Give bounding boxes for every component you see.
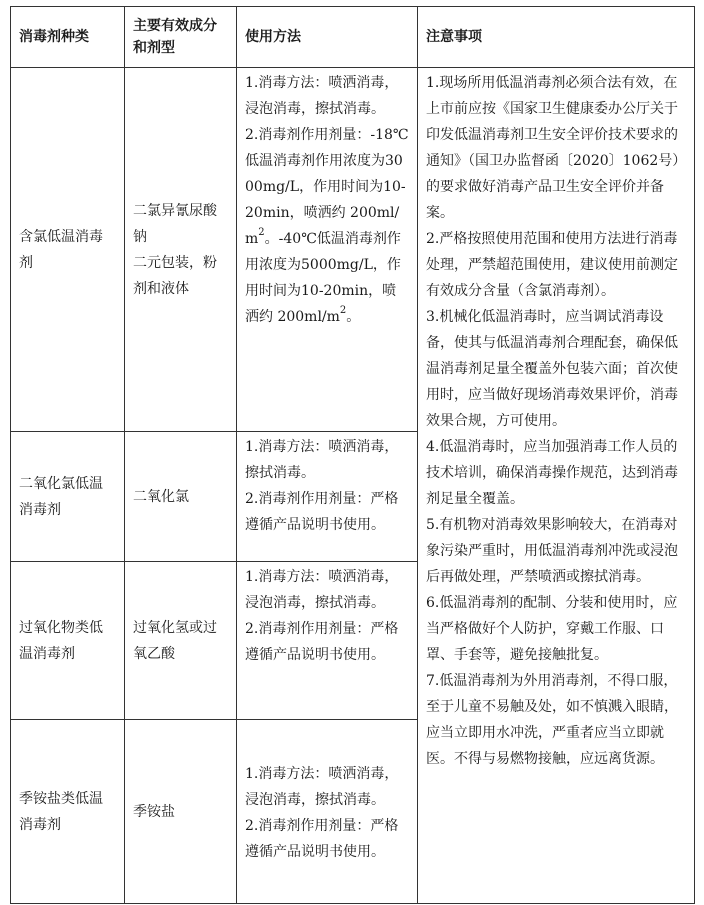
disinfectant-table (10, 6, 695, 904)
header-row (11, 7, 695, 68)
note-item: 6.低温消毒剂的配制、分装和使用时，应当严格做好个人防护，穿戴工作服、口罩、手套等，避免接触批复。 (426, 595, 678, 663)
ingredient-text: 过氧化氢或过氧乙酸 (133, 619, 217, 662)
ingredient-text: 二氯异氰尿酸钠 (133, 202, 217, 245)
method-text: 2.消毒剂作用剂量：严格遵循产品说明书使用。 (245, 817, 399, 860)
note-item: 7.低温消毒剂为外用消毒剂，不得口服，至于儿童不易触及处，如不慎溅入眼睛，应当立即用水冲洗，严重者应当立即就医。不得与易燃物接触，应远离货源。 (426, 673, 678, 767)
note-item: 2.严格按照使用范围和使用方法进行消毒处理，严禁超范围使用，建议使用前测定有效成分含量（含氯消毒剂）。 (426, 231, 678, 299)
note-item: 5.有机物对消毒效果影响较大，在消毒对象污染严重时，用低温消毒剂冲洗或浸泡后再做处理，严禁喷洒或擦拭消毒。 (426, 517, 678, 585)
superscript: 2 (339, 305, 347, 316)
method-cell (237, 562, 418, 720)
ingredient-cell (125, 720, 237, 904)
method-cell (237, 432, 418, 562)
ingredient-cell (125, 562, 237, 720)
method-text: 1.消毒方法：喷洒消毒，浸泡消毒，擦拭消毒。 (245, 75, 399, 117)
note-item: 3.机械化低温消毒时，应当调试消毒设备，使其与低温消毒剂合理配套，确保低温消毒剂足量全覆盖外包装六面；首次使用时，应当做好现场消毒效果评价，消毒效果合规，方可使用。 (426, 309, 678, 429)
method-text: 1.消毒方法：喷洒消毒，浸泡消毒，擦拭消毒。 (245, 765, 399, 808)
unit-text: 200ml/m (277, 309, 340, 325)
ingredient-text: 二元包装，粉剂和液体 (133, 254, 217, 297)
method-text: 2.消毒剂作用剂量：严格遵循产品说明书使用。 (245, 491, 399, 533)
note-item: 4.低温消毒时，应当加强消毒工作人员的技术培训，确保消毒操作规范，达到消毒剂足量全覆盖。 (426, 439, 678, 507)
method-text: 2.消毒剂作用剂量：-18℃低温消毒剂作用浓度为3000mg/L，作用时间为10-20min，喷洒约 (245, 127, 409, 221)
method-text: 。-40℃低温消毒剂作用浓度为5000mg/L，作用时间为10-20min，喷洒约 (245, 231, 401, 325)
type-cell: 含氯低温消毒剂 (11, 68, 125, 432)
type-cell: 季铵盐类低温消毒剂 (11, 720, 125, 904)
ingredient-cell (125, 432, 237, 562)
header-method: 使用方法 (237, 7, 418, 68)
superscript: 2 (258, 227, 265, 238)
ingredient-text: 二氧化氯 (133, 488, 189, 505)
method-text: 2.消毒剂作用剂量：严格遵循产品说明书使用。 (245, 621, 399, 663)
method-text: 1.消毒方法：喷洒消毒，擦拭消毒。 (245, 439, 399, 481)
table-row (11, 68, 695, 432)
ingredient-text: 季铵盐 (133, 803, 175, 820)
type-cell: 二氧化氯低温消毒剂 (11, 432, 125, 562)
method-cell (237, 720, 418, 904)
type-cell: 过氧化物类低温消毒剂 (11, 562, 125, 720)
note-item: 1.现场所用低温消毒剂必须合法有效，在上市前应按《国家卫生健康委办公厅关于印发低温消毒剂卫生安全评价技术要求的通知》（国卫办监督函〔2020〕1062号）的要求做好消毒产品卫生安全评价并备案。 (426, 75, 680, 221)
header-notes: 注意事项 (418, 7, 695, 68)
unit-text: 200ml/m (245, 205, 400, 247)
notes-cell (418, 68, 695, 904)
punctuation: 。 (346, 309, 361, 325)
method-cell (237, 68, 418, 432)
header-type: 消毒剂种类 (11, 7, 125, 68)
header-ingredient: 主要有效成分和剂型 (125, 7, 237, 68)
method-text: 1.消毒方法：喷洒消毒，浸泡消毒，擦拭消毒。 (245, 569, 399, 611)
ingredient-cell (125, 68, 237, 432)
